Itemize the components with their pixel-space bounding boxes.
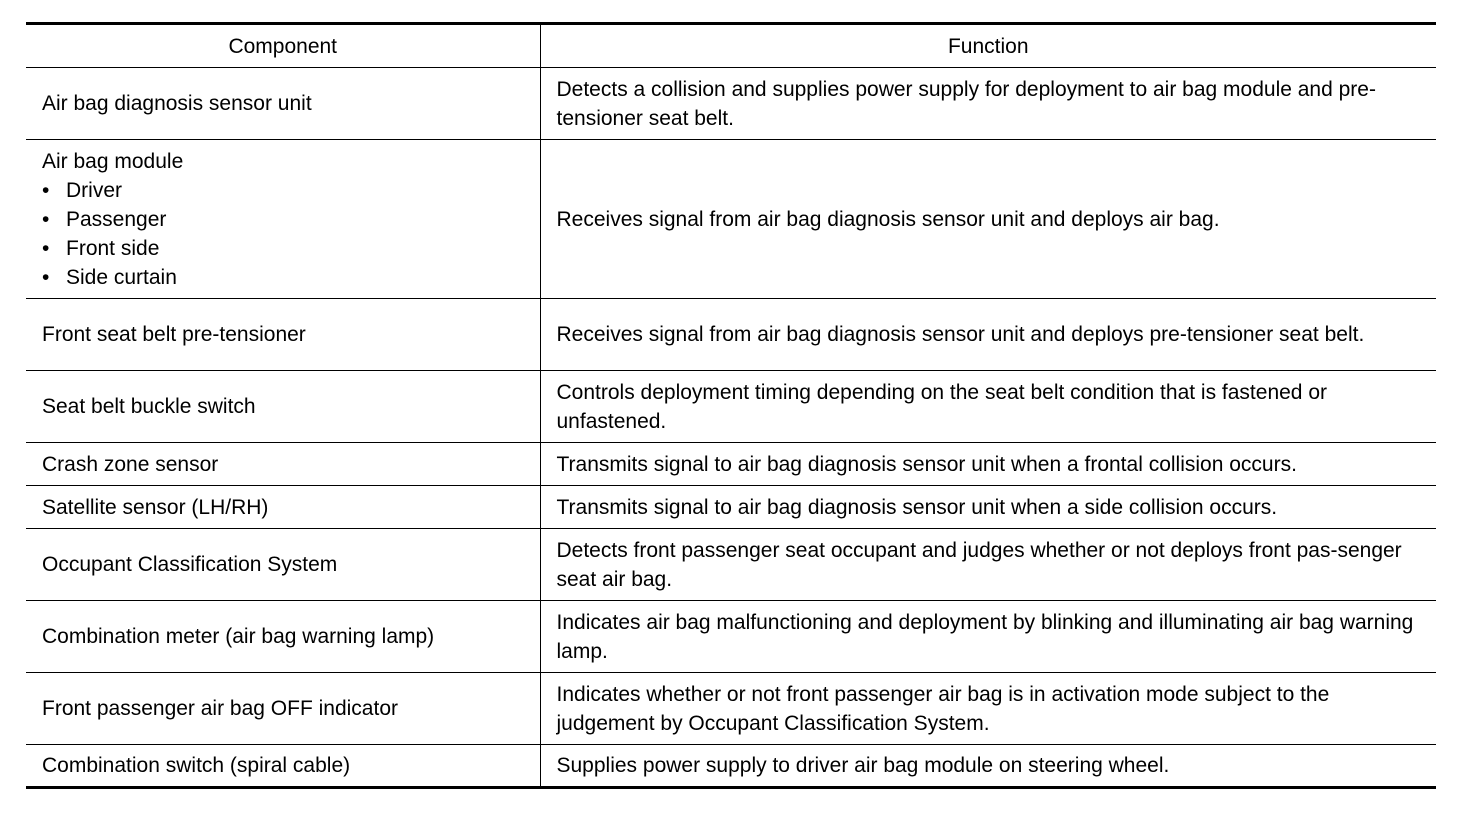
function-cell: Receives signal from air bag diagnosis sensor unit and deploys air bag.: [540, 140, 1436, 299]
component-cell: Combination meter (air bag warning lamp): [26, 601, 540, 673]
table-row: [26, 673, 1436, 745]
component-label: Air bag module: [42, 149, 184, 173]
component-cell: Air bag diagnosis sensor unit: [26, 68, 540, 140]
header-function: Function: [540, 24, 1436, 68]
bullet-list: [42, 176, 526, 292]
table-row: [26, 745, 1436, 788]
function-cell: Transmits signal to air bag diagnosis sensor unit when a side collision occurs.: [540, 486, 1436, 529]
function-cell: Receives signal from air bag diagnosis sensor unit and deploys pre-tensioner seat belt.: [540, 299, 1436, 371]
component-cell: Satellite sensor (LH/RH): [26, 486, 540, 529]
component-cell: Front seat belt pre-tensioner: [26, 299, 540, 371]
list-item: • Side curtain: [42, 263, 526, 292]
list-item: • Passenger: [42, 205, 526, 234]
table-row: [26, 68, 1436, 140]
table-row: [26, 299, 1436, 371]
function-cell: Transmits signal to air bag diagnosis sensor unit when a frontal collision occurs.: [540, 443, 1436, 486]
function-cell: Indicates whether or not front passenger air bag is in activation mode subject to the judgement by Occupant Classification System.: [540, 673, 1436, 745]
function-cell: Indicates air bag malfunctioning and deployment by blinking and illuminating air bag warning lamp.: [540, 601, 1436, 673]
header-component: Component: [26, 24, 540, 68]
table-row: [26, 486, 1436, 529]
component-cell: Crash zone sensor: [26, 443, 540, 486]
table-row: [26, 443, 1436, 486]
component-cell: Seat belt buckle switch: [26, 371, 540, 443]
component-cell: Occupant Classification System: [26, 529, 540, 601]
function-cell: Supplies power supply to driver air bag module on steering wheel.: [540, 745, 1436, 788]
list-item: • Driver: [42, 176, 526, 205]
component-cell: Combination switch (spiral cable): [26, 745, 540, 788]
table-row: [26, 140, 1436, 299]
function-cell: Detects front passenger seat occupant and judges whether or not deploys front pas-senger seat air bag.: [540, 529, 1436, 601]
component-cell: Front passenger air bag OFF indicator: [26, 673, 540, 745]
table-row: [26, 601, 1436, 673]
component-function-table: [26, 22, 1436, 789]
table-header-row: [26, 24, 1436, 68]
list-item: • Front side: [42, 234, 526, 263]
component-cell: [26, 140, 540, 299]
table-row: [26, 371, 1436, 443]
function-cell: Controls deployment timing depending on the seat belt condition that is fastened or unfastened.: [540, 371, 1436, 443]
table-row: [26, 529, 1436, 601]
function-cell: Detects a collision and supplies power supply for deployment to air bag module and pre-tensioner seat belt.: [540, 68, 1436, 140]
